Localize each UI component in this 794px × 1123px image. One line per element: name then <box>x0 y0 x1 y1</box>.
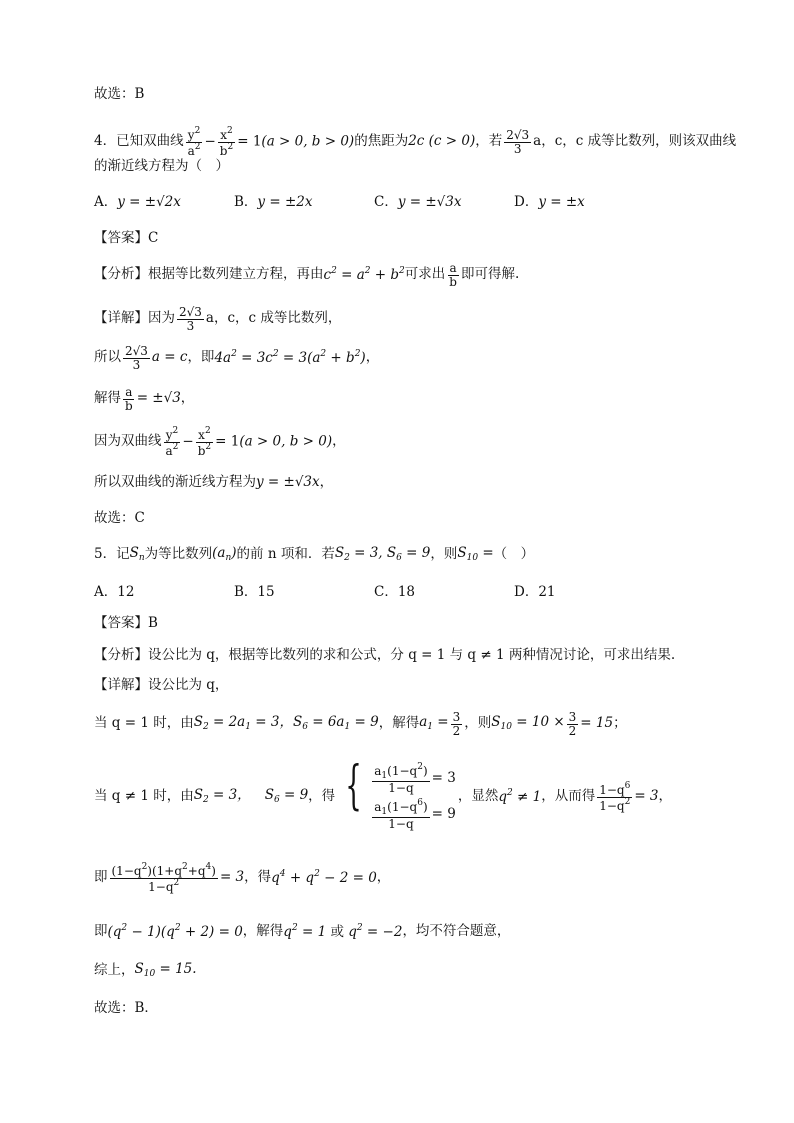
q5-conclusion: 综上， $S_{10} = 15$. <box>94 961 197 979</box>
q4-detail-2: 所以 $\frac{2√3}{3}$ a = c ，即 $4a^2 = 3c^2 = 3(a^2 + b^2)$ ， <box>94 343 380 372</box>
q5-analysis: 【分析】 设公比为 q，根据等比数列的求和公式，分 q = 1 与 q ≠ 1 两种情况讨论，可求出结果. <box>94 647 676 663</box>
q5-detail-intro: 【详解】 设公比为 q， <box>94 677 229 693</box>
q4-stem-line1: 4．已知双曲线 $\frac{y^2}{a^2}$ − $\frac{x^2}{b^2}$ = 1(a > 0, b > 0) 的焦距为 2c (c > 0) ，若 $\frac{2√3}{3}$ a，c，c 成等比数列，则该双曲线 <box>94 125 737 158</box>
q5-case-2-solve: 即 $(q^2 - 1)(q^2 + 2) = 0$ ，解得 $q^2 = 1$ 或 $q^2 = -2$ ，均不符合题意， <box>94 923 511 940</box>
hyperbola-equation: $\frac{y^2}{a^2}$ − $\frac{x^2}{b^2}$ = 1(a > 0, b > 0) <box>187 125 355 158</box>
q4-option-d: D． y = ±x <box>514 194 585 210</box>
q5-answer: 【答案】B <box>94 615 158 631</box>
q5-stem: 5．记 $S_n$ 为等比数列 $(a_n)$ 的前 n 项和．若 $S_2 = 3$, $S_6 = 9$ ，则 $S_{10}$ = （ ） <box>94 545 535 563</box>
q4-option-a: A． y = ±√2x <box>94 194 181 210</box>
q4-end: 故选：C <box>94 510 145 526</box>
q4-analysis: 【分析】 根据等比数列建立方程，再由 $c^2 = a^2 + b^2$ 可求出 $\frac{a}{b}$ 即可得解. <box>94 260 520 289</box>
q4-stem-line2: 的渐近线方程为（ ） <box>94 158 229 174</box>
q5-option-a: A． 12 <box>94 584 135 600</box>
prev-answer-choice: 故选：B <box>94 86 145 102</box>
q4-detail-1: 【详解】 因为 $\frac{2√3}{3}$ a，c，c 成等比数列， <box>94 304 342 333</box>
q5-option-c: C． 18 <box>374 584 416 600</box>
q4-detail-5: 所以双曲线的渐近线方程为 y = ±√3x ， <box>94 474 334 490</box>
q5-option-b: B． 15 <box>234 584 275 600</box>
q4-option-c: C． y = ±√3x <box>374 194 462 210</box>
q5-options <box>94 586 724 600</box>
q5-option-d: D． 21 <box>514 584 556 600</box>
q5-case-2: 当 q ≠ 1 时，由 $S_2 = 3$， $S_6 = 9$ ，得 { $\frac{a_1(1-q^2)}{1-q}$ = 3 $\frac{a_1(1-q^6)}{1-q}$ = 9 ，显然 $q^2 \ne 1$ ，从而得 $\frac{1-q^6}{1-q^2}$ = 3 ， <box>94 755 673 832</box>
q4-detail-3: 解得 $\frac{a}{b}$ = ±√3 ， <box>94 384 195 413</box>
q5-end: 故选：B． <box>94 1000 158 1016</box>
equation-system: { $\frac{a_1(1-q^2)}{1-q}$ = 3 $\frac{a_1(1-q^6)}{1-q}$ = 9 <box>345 755 456 832</box>
q4-options <box>94 196 724 210</box>
q4-option-b: B． y = ±2x <box>234 194 313 210</box>
q4-detail-4: 因为双曲线 $\frac{y^2}{a^2}$ − $\frac{x^2}{b^2}$ = 1(a > 0, b > 0) ， <box>94 425 346 458</box>
q4-answer: 【答案】C <box>94 230 159 246</box>
q5-case-1: 当 q = 1 时，由 $S_2 = 2a_1 = 3$，$S_6 = 6a_1 = 9$ ，解得 $a_1$ = $\frac{3}{2}$ ，则 $S_{10} = 10$ × $\frac{3}{2}$ = 15 ； <box>94 709 627 738</box>
q5-case-2-cont: 即 $\frac{(1-q^2)(1+q^2+q^4)}{1-q^2}$ = 3 ，得 $q^4 + q^2 - 2 = 0$ ， <box>94 861 391 894</box>
